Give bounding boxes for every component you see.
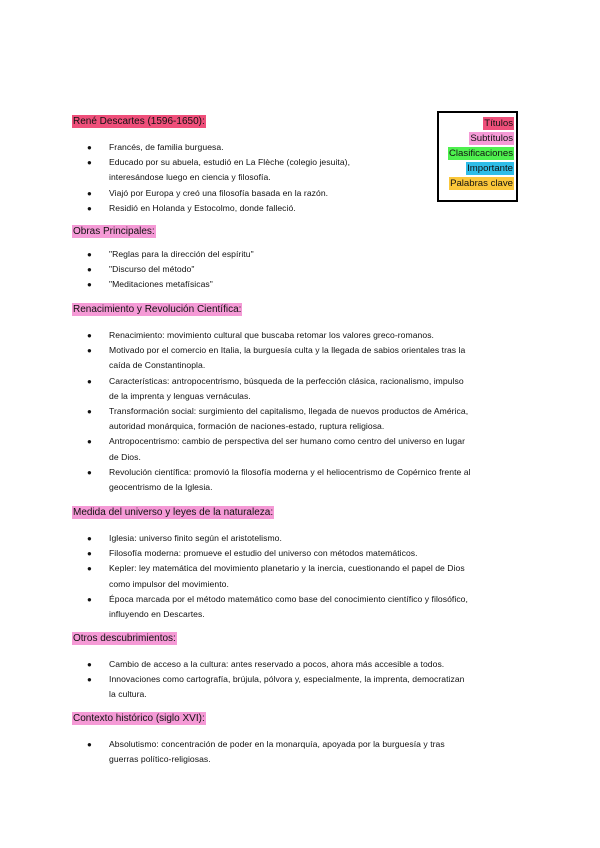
list-item-continuation: como impulsor del movimiento. — [109, 578, 229, 589]
list-item-continuation: autoridad monárquica, formación de naciones-estado, ruptura religiosa. — [109, 421, 385, 432]
list-item-continuation: geocentrismo de la Iglesia. — [109, 482, 213, 493]
bullet-icon: ● — [87, 188, 92, 198]
list-item: ● Características: antropocentrismo, búsqueda de la perfección clásica, racionalismo, impulso — [72, 374, 532, 389]
list-item: ● Absolutismo: concentración de poder en la monarquía, apoyada por la burguesía y tras — [72, 737, 532, 752]
list-item: ● Época marcada por el método matemático como base del conocimiento científico y filosófico, — [72, 592, 532, 607]
bullet-icon: ● — [87, 660, 92, 669]
list-item-continuation: de la imprenta y lenguas vernáculas. — [109, 390, 251, 401]
bullet-icon: ● — [87, 143, 92, 152]
section-obras — [72, 221, 532, 293]
list-item: ● Filosofía moderna: promueve el estudio del universo con métodos matemáticos. — [72, 546, 532, 561]
list-item-continuation: caída de Constantinopla. — [109, 360, 206, 371]
section-heading: René Descartes (1596-1650): — [73, 116, 205, 127]
list-item: ● Antropocentrismo: cambio de perspectiva del ser humano como centro del universo en lugar — [72, 434, 532, 449]
list-item-continuation: de Dios. — [109, 451, 141, 462]
bullet-icon: ● — [87, 158, 92, 168]
list-item: ● Francés, de familia burguesa. — [72, 140, 532, 155]
bullet-icon: ● — [87, 534, 92, 543]
section-heading: Otros descubrimientos: — [73, 633, 176, 644]
bullet-icon: ● — [87, 376, 92, 386]
list-item: ● Kepler: ley matemática del movimiento planetario y la inercia, cuestionando el papel de Dios — [72, 561, 532, 576]
bullet-icon: ● — [87, 564, 92, 574]
bullet-icon: ● — [87, 346, 92, 356]
bullet-icon: ● — [87, 549, 92, 559]
bullet-icon: ● — [87, 250, 92, 259]
section-heading: Renacimiento y Revolución Científica: — [73, 304, 242, 315]
list-item: ● "Meditaciones metafísicas" — [72, 277, 532, 292]
section-descartes — [72, 111, 532, 216]
list-item: ● Viajó por Europa y creó una filosofía basada en la razón. — [72, 186, 532, 201]
bullet-icon: ● — [87, 467, 92, 477]
bullet-icon: ● — [87, 280, 92, 290]
bullet-icon: ● — [87, 740, 92, 749]
legend-subtitulos: Subtítulos — [470, 133, 513, 144]
legend-titulos: Títulos — [484, 118, 513, 129]
section-otros-descubrimientos — [72, 628, 532, 703]
list-item-continuation: interesándose luego en ciencia y filosofía. — [109, 172, 271, 183]
list-item: ● "Discurso del método" — [72, 262, 532, 277]
section-renacimiento — [72, 299, 532, 495]
bullet-icon: ● — [87, 407, 92, 417]
list-item: ● Cambio de acceso a la cultura: antes reservado a pocos, ahora más accesible a todos. — [72, 657, 532, 672]
legend-clasificaciones: Clasificaciones — [449, 148, 513, 159]
bullet-icon: ● — [87, 331, 92, 340]
section-heading: Medida del universo y leyes de la naturaleza: — [73, 507, 274, 518]
list-item: ● Motivado por el comercio en Italia, la burguesía culta y la llegada de sabios orientales tras la — [72, 343, 532, 358]
legend-importante: Importante — [467, 163, 513, 174]
bullet-icon: ● — [87, 437, 92, 447]
list-item-continuation: guerras político-religiosas. — [109, 754, 211, 765]
bullet-icon: ● — [87, 675, 92, 685]
bullet-icon: ● — [87, 594, 92, 604]
legend-palabras-clave: Palabras clave — [450, 178, 513, 189]
list-item-continuation: influyendo en Descartes. — [109, 609, 205, 620]
section-heading: Contexto histórico (siglo XVI): — [73, 713, 205, 724]
list-item: ● "Reglas para la dirección del espíritu" — [72, 247, 532, 262]
bullet-icon: ● — [87, 265, 92, 275]
list-item-continuation: la cultura. — [109, 689, 147, 700]
list-item: ● Innovaciones como cartografía, brújula, pólvora y, especialmente, la imprenta, democratizan — [72, 672, 532, 687]
section-medida-universo — [72, 502, 532, 622]
list-item: ● Revolución científica: promovió la filosofía moderna y el heliocentrismo de Copérnico frente al — [72, 465, 532, 480]
section-contexto-historico — [72, 708, 532, 767]
list-item: ● Transformación social: surgimiento del capitalismo, llegada de nuevos productos de América, — [72, 404, 532, 419]
bullet-icon: ● — [87, 203, 92, 213]
list-item: ● Residió en Holanda y Estocolmo, donde falleció. — [72, 201, 532, 216]
list-item: ● Renacimiento: movimiento cultural que buscaba retomar los valores greco-romanos. — [72, 328, 532, 343]
list-item: ● Iglesia: universo finito según el aristotelismo. — [72, 531, 532, 546]
list-item: ● Educado por su abuela, estudió en La Flèche (colegio jesuita), — [72, 155, 532, 170]
section-heading: Obras Principales: — [73, 226, 155, 237]
